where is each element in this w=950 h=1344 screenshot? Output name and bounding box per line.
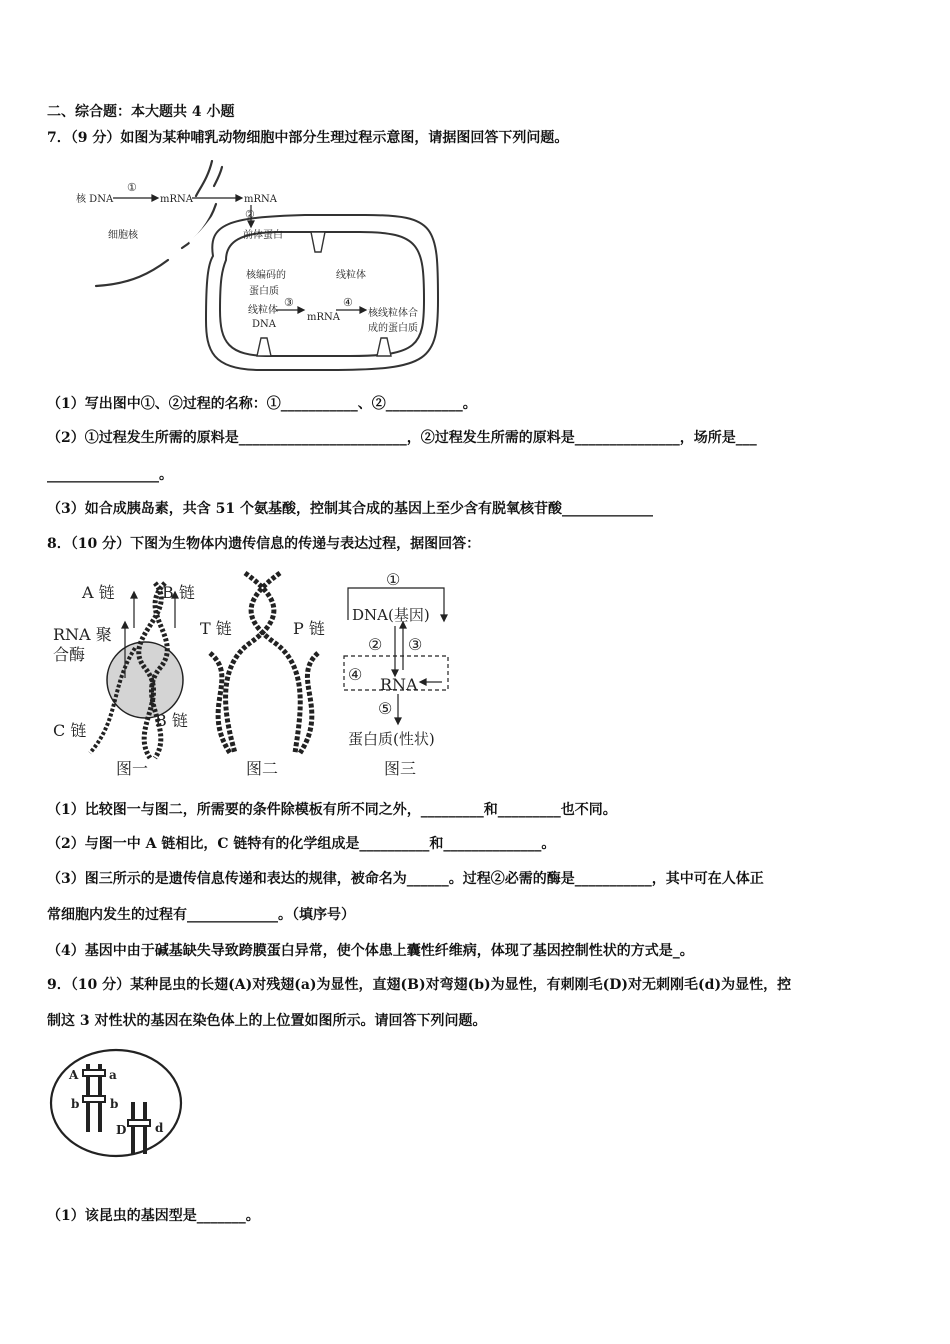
q8-label-b-chain-top: B 链 <box>162 583 195 602</box>
q7-label-nuclear-protein-2: 蛋白质 <box>249 286 279 297</box>
q8-label-p-chain: P 链 <box>293 619 325 638</box>
q8-label-c-chain: C 链 <box>53 721 87 740</box>
q8-label-t-chain: T 链 <box>200 619 232 638</box>
q8-label-step3: ③ <box>408 635 423 654</box>
q9-label-A: A <box>69 1068 79 1082</box>
q7-label-mitochondrion: 线粒体 <box>336 270 366 281</box>
q9-label-b-left: b <box>71 1097 80 1111</box>
q9-sub1: （1）该昆虫的基因型是_______。 <box>47 1208 260 1224</box>
q8-sub3b: 常细胞内发生的过程有_____________。（填序号） <box>47 907 355 923</box>
q8-caption-2: 图二 <box>246 759 279 778</box>
q7-stem: 7．（9 分）如图为某种哺乳动物细胞中部分生理过程示意图，请据图回答下列问题。 <box>47 130 569 146</box>
q7-label-precursor: 前体蛋白 <box>243 230 283 241</box>
q8-caption-1: 图一 <box>116 759 149 778</box>
q7-label-mito-dna-2: DNA <box>252 319 276 330</box>
q7-label-step2: ② <box>245 208 255 221</box>
q8-figure <box>50 568 460 783</box>
q8-label-dna-gene: DNA(基因) <box>352 606 430 624</box>
q9-stem-a: 9．（10 分）某种昆虫的长翅(A)对残翅(a)为显性，直翅(B)对弯翅(b)为显性，有刺刚毛(D)对无刺刚毛(d)为显性，控 <box>47 977 792 993</box>
q8-label-step1: ① <box>386 570 401 589</box>
q7-label-nucleus: 细胞核 <box>108 230 138 241</box>
q7-label-nuclear-protein-1: 核编码的 <box>246 270 286 281</box>
q7-label-mrna-a: mRNA <box>160 194 193 205</box>
q7-label-mito-protein-2: 成的蛋白质 <box>368 323 418 334</box>
q8-label-step2: ② <box>368 635 383 654</box>
q8-stem: 8．（10 分）下图为生物体内遗传信息的传递与表达过程，据图回答： <box>47 536 481 552</box>
q8-label-rna-pol-2: 合酶 <box>53 645 86 664</box>
q8-sub1: （1）比较图一与图二，所需要的条件除模板有所不同之外，_________和_________也不同。 <box>47 802 617 818</box>
q9-stem-b: 制这 3 对性状的基因在染色体上的上位置如图所示。请回答下列问题。 <box>47 1013 487 1029</box>
q7-label-mito-dna-1: 线粒体 <box>248 305 278 316</box>
q8-label-rna: RNA <box>380 675 418 694</box>
q7-label-step4: ④ <box>343 296 353 309</box>
q9-label-b-right: b <box>110 1097 119 1111</box>
q8-sub3a: （3）图三所示的是遗传信息传递和表达的规律，被命名为______。过程②必需的酶是___________，其中可在人体正 <box>47 871 764 887</box>
q7-label-mito-protein-1: 核线粒体合 <box>368 308 418 319</box>
q8-label-step4: ④ <box>348 665 363 684</box>
q7-label-step3: ③ <box>284 296 294 309</box>
q8-sub4: （4）基因中由于碱基缺失导致跨膜蛋白异常，使个体患上囊性纤维病，体现了基因控制性状的方式是_。 <box>47 943 694 959</box>
q8-label-rna-pol-1: RNA 聚 <box>53 625 112 644</box>
q8-label-b-chain-bottom: B 链 <box>155 711 188 730</box>
q7-label-step1: ① <box>127 181 137 194</box>
q7-label-mrna-b: mRNA <box>244 194 277 205</box>
q8-caption-3: 图三 <box>384 759 417 778</box>
q8-label-protein: 蛋白质(性状) <box>348 730 435 748</box>
q8-label-a-chain: A 链 <box>82 583 115 602</box>
q7-sub1: （1）写出图中①、②过程的名称：①___________、②___________。 <box>47 396 477 412</box>
q8-sub2: （2）与图一中 A 链相比，C 链特有的化学组成是__________和______________。 <box>47 836 556 852</box>
q7-sub2b: ________________。 <box>47 467 173 483</box>
q9-label-a: a <box>109 1068 117 1082</box>
q7-label-mrna-c: mRNA <box>307 312 340 323</box>
q7-sub2a: （2）①过程发生所需的原料是________________________，②过程发生所需的原料是_______________，场所是___ <box>47 430 757 446</box>
q9-label-D: D <box>116 1123 127 1137</box>
q7-sub3: （3）如合成胰岛素，共含 51 个氨基酸，控制其合成的基因上至少含有脱氧核苷酸_____________ <box>47 501 653 517</box>
section-heading: 二、综合题：本大题共 4 小题 <box>47 104 235 120</box>
q9-label-d: d <box>155 1121 164 1135</box>
q9-figure <box>48 1046 188 1161</box>
q7-label-nucleus-dna: 核 DNA <box>76 194 114 205</box>
q8-label-step5: ⑤ <box>378 699 393 718</box>
q7-figure <box>60 160 460 385</box>
